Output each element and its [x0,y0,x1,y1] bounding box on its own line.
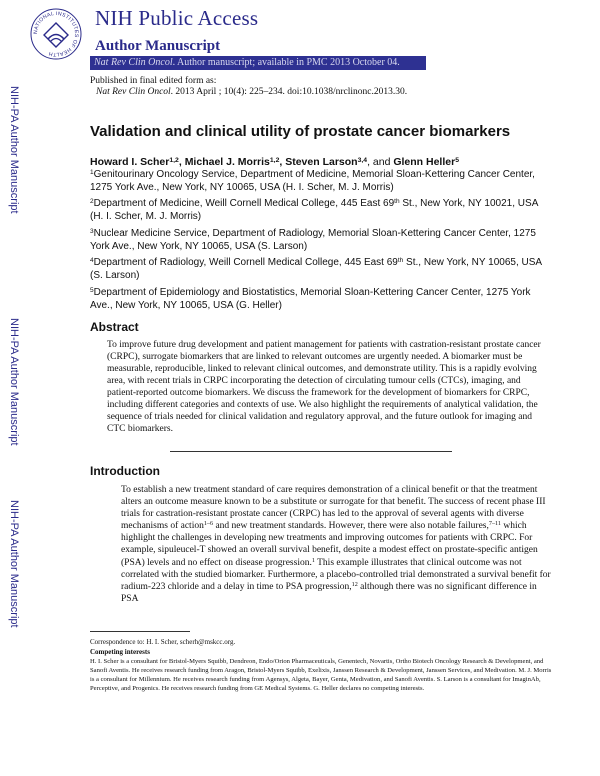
intro-paragraph-part: although there was no significant difference in PSA [121,581,537,604]
author-conjunction: , and [367,156,394,168]
intro-paragraph-part: This example illustrates that clinical outcome was not correlated with the studied biomarker. Furthermore, a placebo-controlled trial demonstrated a survival benefit for radium-223 chloride and a delay in time to PSA progression, [121,557,551,592]
affiliation-5 [90,286,552,312]
intro-paragraph-part: To establish a new treatment standard of care requires demonstration of a clinical benefit or that the treatment alters an outcome measure known to be a substitute or surrogate for that benefit. The success of recent phase III trials for castration-resistant prostate cancer (CRPC) has led to the approval of several agents with diverse mechanisms of action [121,485,546,532]
abstract-heading: Abstract [90,320,139,334]
author-name: Steven Larson [285,156,358,168]
side-banner-top: NIH-PA Author Manuscript [8,86,20,214]
affiliation-2 [90,197,552,223]
abstract-text: To improve future drug development and patient management for patients with castration-resistant prostate cancer (CRPC), surrogate biomarkers that are linked to relevant outcomes are urgently needed. A biomarker must be measurable, reproducible, linked to relevant clinical outcomes, and demonstrate utility. This is a rapidly evolving area, with recent trials in CRPC incorporating the detection of circulating tumour cells (CTCs), imaging, and patient-reported outcome biomarkers. We discuss the framework for the development of biomarkers for CRPC, including different categories and contexts of use. We also highlight the requirements of analytical validation, the sequence of trials needed for clinical validation and regulatory approval, and the future outlook for imaging and CTC biomarkers. [107,340,541,434]
affiliation-4 [90,256,552,282]
article-title: Validation and clinical utility of prostate cancer biomarkers [90,123,511,140]
manuscript-label: Author Manuscript [95,38,221,54]
author-list: Howard I. Scher$^{1,2}$, Michael J. Morris$^{1,2}$, Steven Larson$^{3,4}$, and Glenn Heller$^5$ [90,156,459,168]
affiliation-number: 4 [90,257,94,265]
affiliation-text: Genitourinary Oncology Service, Department of Medicine, Memorial Sloan-Kettering Cancer Center, 1275 York Ave., New York, NY 10065, USA (H. I. Scher, M. J. Morris) [90,169,535,193]
citation-ref[interactable]: 7–11 [488,521,501,528]
intro-paragraph-part: and new treatment standards. However, there were also notable failures, [213,521,489,532]
affiliation-3 [90,227,552,253]
citation-ref[interactable]: 1–6 [203,521,214,528]
author-affiliation-ref: 5 [455,156,459,164]
logo-ring-text: NATIONAL INSTITUTES OF HEALTH [32,10,80,58]
affiliation-text: Department of Medicine, Weill Cornell Medical College, 445 East 69 [93,198,395,209]
introduction-text [121,484,553,605]
author-affiliation-ref: 3,4 [357,156,368,164]
correspondence-note: Correspondence to: H. I. Scher, scherh@mskcc.org. [90,638,236,646]
nih-logo [30,8,82,60]
affiliation-text: St., New York, NY 10021, USA (H. I. Scher, M. J. Morris) [90,198,538,222]
availability-note: . Author manuscript; available in PMC 2013 October 04. [172,57,400,68]
competing-interests-heading: Competing interests [90,648,150,656]
ordinal-suffix: th [397,257,404,265]
side-banner-middle: NIH-PA Author Manuscript [8,318,20,446]
competing-interests-text: H. I. Scher is a consultant for Bristol-Myers Squibb, Dendreon, Endo/Orion Pharmaceuticals, Genentech, Novartis, Ortho Biotech Oncology Research & Development, and Sanofi Aventis. He receives research funding from Aragon, Bristol-Myers Squibb, Exelixis, Janssen Research & Development, Janssen Services, and Medivation. M. J. Morris is a consultant for Millennium. He receives research funding from Agensys, Algeta, Bayer, Genta, Medivation, and Sanofi Aventis. S. Larson is a consultant for ImaginAb, Perceptive, and Progenics. He receives research funding from GE Medical Systems. G. Heller declares no competing interests. [90,658,552,692]
affiliation-text: Department of Radiology, Weill Cornell Medical College, 445 East 69 [93,257,398,268]
published-label: Published in final edited form as: [90,76,217,86]
introduction-heading: Introduction [90,464,160,478]
affiliation-number: 1 [90,169,94,177]
repository-title: NIH Public Access [95,6,259,30]
citation-ref[interactable]: 1 [311,557,315,564]
affiliation-text: Nuclear Medicine Service, Department of Radiology, Memorial Sloan-Kettering Cancer Center, 1275 York Ave., New York, NY 10065, USA (S. Larson) [90,228,536,252]
intro-paragraph-part: which highlight the challenges in developing new treatments and improving outcomes for patients with CRPC. For example, sipuleucel-T showed an overall survival benefit, despite a modest effect on prostate-specific antigen (PSA) levels and no effect on disease progression. [121,521,538,568]
author-name: Glenn Heller [393,156,456,168]
affiliation-text: Department of Epidemiology and Biostatistics, Memorial Sloan-Kettering Cancer Center, 1275 York Ave., New York, NY 10065, USA (G. Heller) [90,287,531,311]
citation-ref[interactable]: 12 [351,581,358,588]
affiliation-1 [90,168,552,194]
ordinal-suffix: th [394,198,400,206]
author-affiliation-ref: 1,2 [169,156,179,164]
author-affiliation-ref: 1,2 [269,156,280,164]
citation-line [96,87,407,97]
author-name: Howard I. Scher [90,156,170,168]
affiliation-text: St., New York, NY 10065, USA (S. Larson) [90,257,542,281]
footnote-divider [90,631,190,632]
abstract-divider [170,451,452,452]
journal-abbrev: Nat Rev Clin Oncol [94,57,173,68]
affiliation-number: 5 [90,287,94,295]
side-banner-bottom: NIH-PA Author Manuscript [8,500,20,628]
journal-availability [94,57,400,68]
affiliation-number: 2 [90,198,94,206]
citation-details: . 2013 April ; 10(4): 225–234. doi:10.1038/nrclinonc.2013.30. [170,87,408,97]
author-name: Michael J. Morris [184,156,270,168]
citation-journal: Nat Rev Clin Oncol [96,87,171,97]
affiliation-number: 3 [90,228,94,236]
